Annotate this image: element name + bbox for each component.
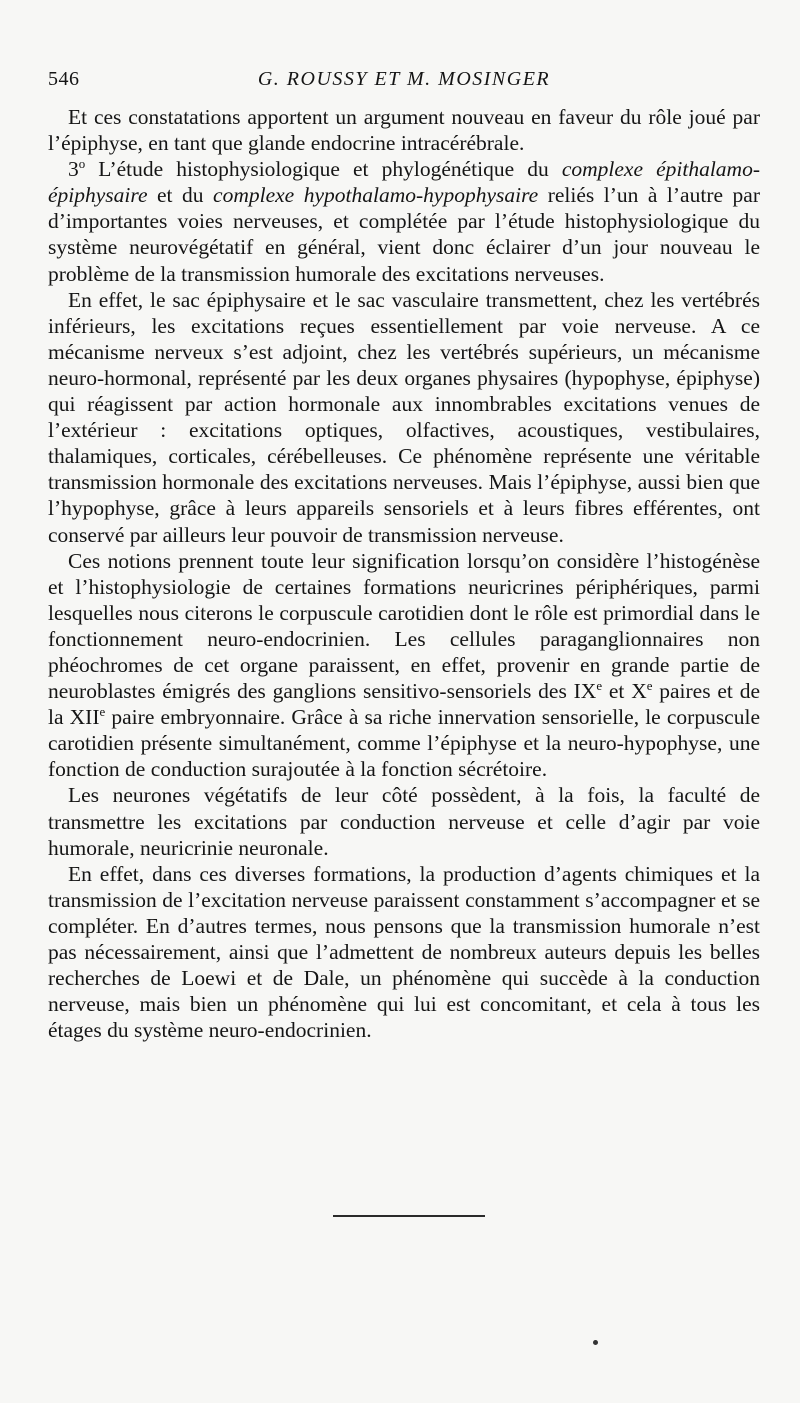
text-run: Ces notions prennent toute leur signification lorsqu’on considère l’histogénèse et l’histophysiologie de certaines formations neuricrines périphériques, parmi lesquelles nous citerons le corpuscule carotidien dont le rôle est primordial dans le fonctionnement neuro-endocrinien. Les cellules paraganglionnaires non phéochromes de cet organe paraissent, en effet, provenir en grande partie de neuroblastes émigrés des ganglions sensitivo-sensoriels des IX <box>48 548 760 704</box>
text-run: paires et de la XII <box>48 679 760 730</box>
text-run: Et ces constatations apportent un argument nouveau en faveur du rôle joué par l’épiphyse, en tant que glande endocrine intracérébrale. <box>48 105 760 156</box>
body-text <box>48 104 760 1043</box>
page-header <box>48 68 760 98</box>
text-run: reliés l’un à l’autre par d’importantes voies nerveuses, et complétée par l’étude histophysiologique du système neurovégétatif en général, vient donc éclairer d’un jour nouveau le problème de la transmission humorale des excitations nerveuses. <box>48 183 760 286</box>
text-run: 3 <box>68 157 79 182</box>
superscript: e <box>99 705 106 719</box>
speck-mark <box>593 1340 598 1345</box>
text-run: En effet, dans ces diverses formations, la production d’agents chimiques et la transmission de l’excitation nerveuse paraissent constamment s’accompagner et se compléter. En d’autres termes, nous pensons que la transmission humorale n’est pas nécessairement, ainsi que l’admettent de nombreux auteurs depuis les belles recherches de Loewi et de Dale, un phénomène qui succède à la conduction nerveuse, mais bien un phénomène qui lui est concomitant, et cela à tous les étages du système neuro-endocrinien. <box>48 861 760 1043</box>
paragraph-5 <box>48 782 760 860</box>
paragraph-6 <box>48 861 760 1044</box>
end-rule <box>333 1215 485 1217</box>
text-run: et X <box>602 679 647 704</box>
text-run: L’étude histophysiologique et phylogénétique du <box>85 157 562 182</box>
text-run: En effet, le sac épiphysaire et le sac vasculaire transmettent, chez les vertébrés inférieurs, les excitations reçues essentiellement par voie nerveuse. A ce mécanisme nerveux s’est adjoint, chez les vertébrés supérieurs, un mécanisme neuro-hormonal, représenté par les deux organes physaires (hypophyse, épiphyse) qui réagissent par action hormonale aux innombrables excitations venues de l’extérieur : excitations optiques, olfactives, acoustiques, vestibulaires, thalamiques, corticales, cérébelleuses. Ce phénomène représente une véritable transmission hormonale des excitations nerveuses. Mais l’épiphyse, aussi bien que l’hypophyse, grâce à leurs appareils sensoriels et à leurs fibres efférentes, ont conservé par ailleurs leur pouvoir de transmission nerveuse. <box>48 287 760 547</box>
page-number: 546 <box>48 68 80 90</box>
superscript: o <box>78 157 86 172</box>
italic-term: complexe épithalamo-épiphysaire <box>48 157 760 208</box>
italic-term: complexe hypothalamo-hypophysaire <box>213 183 539 208</box>
paragraph-3 <box>48 287 760 548</box>
paragraph-2 <box>48 156 760 286</box>
superscript: e <box>646 678 653 693</box>
paragraph-4 <box>48 548 760 783</box>
paragraph-1 <box>48 104 760 156</box>
running-head: G. ROUSSY ET M. MOSINGER <box>257 68 551 90</box>
text-run: et du <box>147 183 214 208</box>
superscript: e <box>596 678 603 693</box>
text-run: Les neurones végétatifs de leur côté possèdent, à la fois, la faculté de transmettre les excitations par conduction nerveuse et celle d’agir par voie humorale, neuricrinie neuronale. <box>48 783 760 860</box>
text-run: paire embryonnaire. Grâce à sa riche innervation sensorielle, le corpuscule carotidien présente simultanément, comme l’épiphyse et la neuro-hypophyse, une fonction de conduction surajoutée à la fonction sécrétoire. <box>48 705 760 782</box>
